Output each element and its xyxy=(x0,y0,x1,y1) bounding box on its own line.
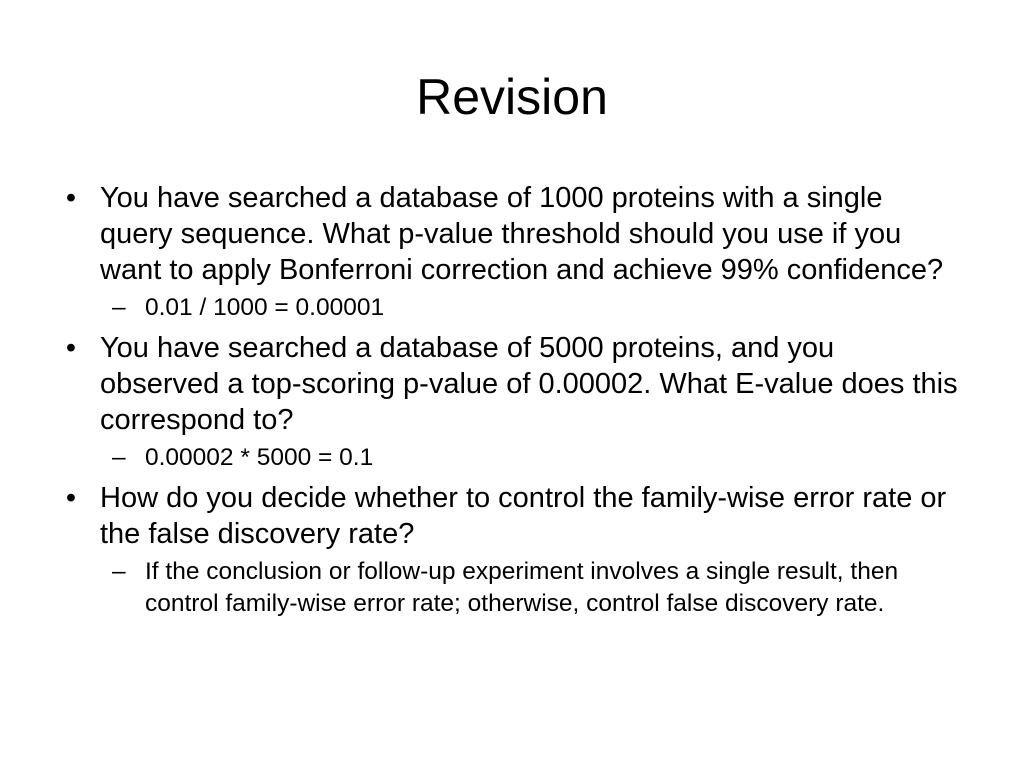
bullet-marker: • xyxy=(65,332,77,364)
bullet-text: How do you decide whether to control the family-wise error rate or the false discovery rate? xyxy=(100,482,947,550)
sub-bullet-marker: – xyxy=(112,558,126,585)
bullet-marker: • xyxy=(65,182,77,214)
bullet-item xyxy=(56,330,961,438)
bullet-marker: • xyxy=(65,482,77,514)
bullet-item xyxy=(56,180,961,288)
bullet-text: You have searched a database of 1000 proteins with a single query sequence. What p-value threshold should you use if you want to apply Bonferroni correction and achieve 99% confidence? xyxy=(100,182,944,286)
sub-bullet-text: 0.01 / 1000 = 0.00001 xyxy=(145,294,385,321)
sub-bullet-item xyxy=(56,442,961,474)
slide-content xyxy=(56,180,961,626)
bullet-item xyxy=(56,480,961,552)
sub-bullet-item xyxy=(56,292,961,324)
sub-bullet-text: 0.00002 * 5000 = 0.1 xyxy=(145,444,374,471)
sub-bullet-marker: – xyxy=(112,444,126,471)
bullet-text: You have searched a database of 5000 proteins, and you observed a top-scoring p-value of 0.00002. What E-value does this correspond to? xyxy=(100,332,958,436)
sub-bullet-item xyxy=(56,556,961,620)
slide-title: Revision xyxy=(416,69,608,125)
sub-bullet-text: If the conclusion or follow-up experiment involves a single result, then control family-wise error rate; otherwise, control false discovery rate. xyxy=(145,558,899,617)
sub-bullet-marker: – xyxy=(112,294,126,321)
